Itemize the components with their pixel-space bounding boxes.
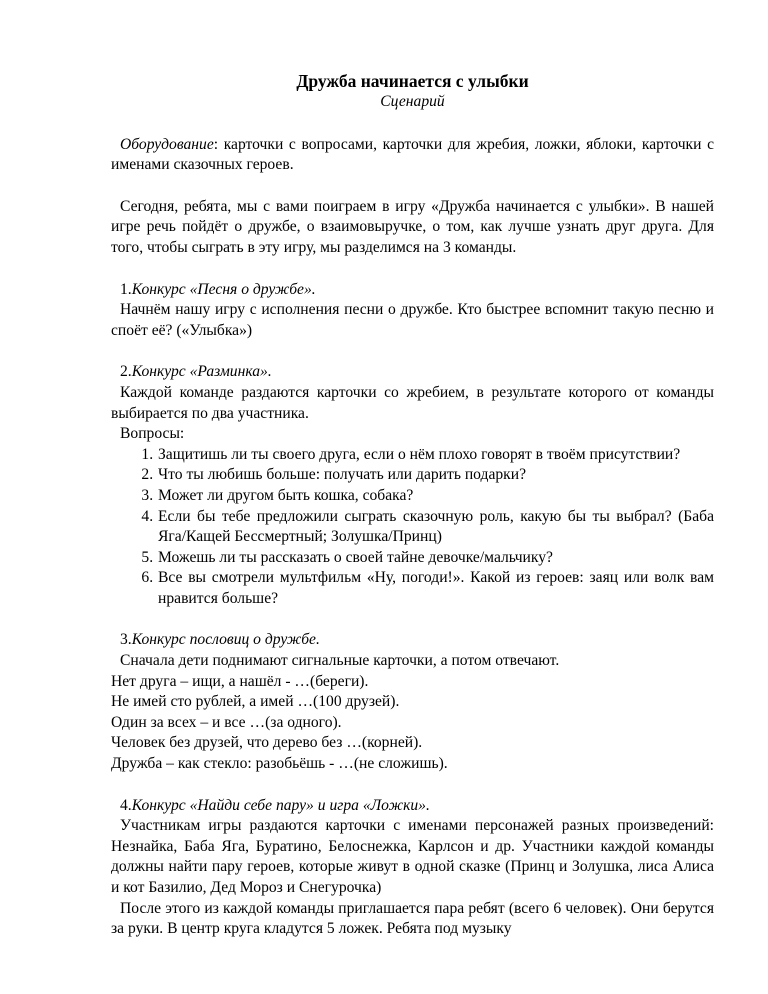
proverb-line: Человек без друзей, что дерево без …(корней). (111, 734, 423, 752)
questions-list (111, 445, 714, 610)
contest-2-title (111, 362, 714, 383)
question-item: 4. Если бы тебе предложили сыграть сказочную роль, какую бы ты выбрал? (Баба Яга/Кащей Бессмертный; Золушка/Принц) (157, 507, 714, 548)
proverb-line: Один за всех – и все …(за одного). (111, 713, 342, 731)
contest-3-text: Сначала дети поднимают сигнальные карточки, а потом отвечают. (120, 652, 560, 670)
contest-3-number: 3. (120, 631, 132, 649)
contest-4-title (111, 796, 714, 817)
proverb-line: Дружба – как стекло: разобьёшь - …(не сложишь). (111, 755, 448, 773)
questions-label: Вопросы: (120, 425, 185, 443)
question-item: 5. Можешь ли ты рассказать о своей тайне девочке/мальчику? (157, 548, 714, 569)
contest-4-name: Конкурс «Найди себе пару» и игра «Ложки». (131, 796, 430, 814)
contest-3-name: Конкурс пословиц о дружбе. (131, 631, 320, 649)
contest-2 (111, 362, 714, 609)
equipment-paragraph (111, 135, 714, 176)
proverb-line: Не имей сто рублей, а имей …(100 друзей). (111, 693, 400, 711)
document-body (111, 70, 714, 940)
question-item: 1. Защитишь ли ты своего друга, если о нём плохо говорят в твоём присутствии? (157, 445, 714, 466)
contest-1 (111, 280, 714, 342)
equipment-label: Оборудование (120, 135, 214, 153)
contest-3 (111, 630, 714, 774)
contest-4-text-2: После этого из каждой команды приглашается пара ребят (всего 6 человек). Они берутся за руки. В центр круга кладутся 5 ложек. Ребята под музыку (111, 899, 714, 938)
contest-4-text-1: Участникам игры раздаются карточки с именами персонажей разных произведений: Незнайка, Баба Яга, Буратино, Белоснежка, Карлсон и др. Участники каждой команды должны найти пару героев, которые живут в одной сказке (Принц и Золушка, лиса Алиса и кот Базилио, Дед Мороз и Снегурочка) (111, 817, 714, 896)
contest-1-text: Начнём нашу игру с исполнения песни о дружбе. Кто быстрее вспомнит такую песню и споёт её? («Улыбка») (111, 301, 714, 339)
document-title: Дружба начинается с улыбки (296, 71, 529, 91)
contest-4 (111, 796, 714, 940)
document-subtitle: Сценарий (380, 93, 445, 110)
question-item: 3. Может ли другом быть кошка, собака? (157, 486, 714, 507)
question-item: 6. Все вы смотрели мультфильм «Ну, погоди!». Какой из героев: заяц или волк вам нравится больше? (157, 568, 714, 609)
contest-1-number: 1. (120, 280, 132, 298)
contest-1-title (111, 280, 714, 301)
contest-1-name: Конкурс «Песня о дружбе». (131, 280, 316, 298)
contest-2-name: Конкурс «Разминка». (131, 363, 272, 381)
equipment-text: : карточки с вопросами, карточки для жребия, ложки, яблоки, карточки с именами сказочных героев. (111, 135, 714, 174)
contest-4-number: 4. (120, 796, 132, 814)
question-item: 2. Что ты любишь больше: получать или дарить подарки? (157, 465, 714, 486)
contest-3-title (111, 630, 714, 651)
intro-paragraph: Сегодня, ребята, мы с вами поиграем в игру «Дружба начинается с улыбки». В нашей игре речь пойдёт о дружбе, о взаимовыручке, о том, как лучше узнать друг друга. Для того, чтобы сыграть в эту игру, мы разделимся на 3 команды. (111, 197, 714, 256)
contest-2-text: Каждой команде раздаются карточки со жребием, в результате которого от команды выбирается по два участника. (111, 383, 714, 422)
contest-2-number: 2. (120, 363, 132, 381)
proverb-line: Нет друга – ищи, а нашёл - …(береги). (111, 672, 369, 690)
